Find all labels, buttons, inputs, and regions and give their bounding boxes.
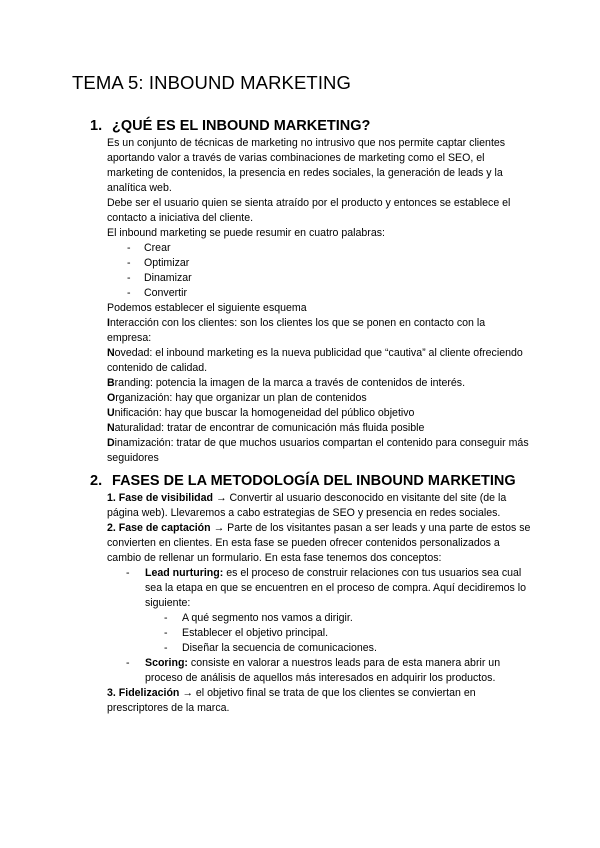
paragraph: Podemos establecer el siguiente esquema: [107, 302, 307, 314]
section-2-title: FASES DE LA METODOLOGÍA DEL INBOUND MARKETING: [112, 473, 516, 489]
section-2-number: 2.: [90, 473, 103, 489]
section-1-heading: [90, 118, 370, 134]
scheme-item: [107, 436, 532, 466]
scheme-initial: B: [107, 377, 115, 389]
list-item-word: - Optimizar: [107, 256, 532, 271]
list-item-word: - Convertir: [107, 286, 532, 301]
scoring-label: Scoring:: [145, 657, 188, 669]
lead-step: - Establecer el objetivo principal.: [107, 626, 532, 641]
scheme-text: randing: potencia la imagen de la marca a través de contenidos de interés.: [114, 377, 466, 389]
list-item-word: - Crear: [107, 241, 532, 256]
lead-nurturing-text: es el proceso de construir relaciones con tus usuarios sea cual sea la etapa en que se encuentren en el proceso de compra. Aquí decidiremos lo siguiente:: [145, 567, 527, 609]
paragraph: Debe ser el usuario quien se sienta atraído por el producto y entonces se establece el contacto a iniciativa del cliente.: [107, 197, 511, 224]
phase-1-text: → Convertir al usuario desconocido en visitante del site (de la página web). Llevaremos a cabo estrategias de SEO y presencia en redes sociales.: [107, 492, 507, 519]
phase-2: [107, 521, 532, 566]
scheme-initial: I: [107, 317, 110, 329]
phase-3: [107, 686, 532, 716]
scheme-text: nificación: hay que buscar la homogeneidad del público objetivo: [114, 407, 415, 419]
scheme-item: [107, 346, 532, 376]
scheme-item: [107, 391, 532, 406]
paragraph: Es un conjunto de técnicas de marketing no intrusivo que nos permite captar clientes aportando valor a través de varias combinaciones de marketing como el SEO, el marketing de contenidos, la presencia en redes sociales, la generación de leads y la analítica web.: [107, 137, 506, 194]
scheme-text: aturalidad: tratar de encontrar de comunicación más fluida posible: [114, 422, 425, 434]
section-1-title: ¿QUÉ ES EL INBOUND MARKETING?: [112, 118, 371, 134]
phase-3-text: → el objetivo final se trata de que los clientes se conviertan en prescriptores de la marca.: [107, 687, 476, 714]
list-item-word: - Dinamizar: [107, 271, 532, 286]
section-1-number: 1.: [90, 118, 103, 134]
scheme-item: [107, 421, 532, 436]
scoring-item: [107, 656, 532, 686]
lead-nurturing-item: [107, 566, 532, 611]
page-title: TEMA 5: INBOUND MARKETING: [72, 72, 352, 93]
scheme-text: nteracción con los clientes: son los clientes los que se ponen en contacto con la empresa:: [107, 317, 486, 344]
scheme-text: rganización: hay que organizar un plan de contenidos: [115, 392, 367, 404]
scheme-item: [107, 316, 532, 346]
section-1-body: [107, 136, 532, 466]
scheme-item: [107, 406, 532, 421]
lead-step: - Diseñar la secuencia de comunicaciones.: [107, 641, 532, 656]
scheme-initial: O: [107, 392, 116, 404]
paragraph: El inbound marketing se puede resumir en cuatro palabras:: [107, 227, 385, 239]
scheme-initial: U: [107, 407, 115, 419]
scheme-initial: N: [107, 422, 115, 434]
section-2-heading: [90, 473, 516, 489]
phase-1-label: 1. Fase de visibilidad: [107, 492, 213, 504]
scoring-text: consiste en valorar a nuestros leads para de esta manera abrir un proceso de análisis de aquellos más interesados en adquirir los productos.: [145, 657, 501, 684]
phase-2-label: 2. Fase de captación: [107, 522, 211, 534]
scheme-initial: N: [107, 347, 115, 359]
scheme-initial: D: [107, 437, 115, 449]
scheme-text: inamización: tratar de que muchos usuarios compartan el contenido para conseguir más seguidores: [107, 437, 529, 464]
phase-2-text: → Parte de los visitantes pasan a ser leads y una parte de estos se convierten en clientes. En esta fase se pueden ofrecer contenidos personalizados a cambio de rellenar un formulario. En esta fase tenemos dos conceptos:: [107, 522, 531, 564]
lead-nurturing-label: Lead nurturing:: [145, 567, 224, 579]
scheme-text: ovedad: el inbound marketing es la nueva publicidad que “cautiva” al cliente ofreciendo contenido de calidad.: [107, 347, 523, 374]
scheme-item: [107, 376, 532, 391]
phase-3-label: 3. Fidelización: [107, 687, 180, 699]
section-2-body: [107, 491, 532, 716]
phase-1: [107, 491, 532, 521]
lead-step: - A qué segmento nos vamos a dirigir.: [107, 611, 532, 626]
